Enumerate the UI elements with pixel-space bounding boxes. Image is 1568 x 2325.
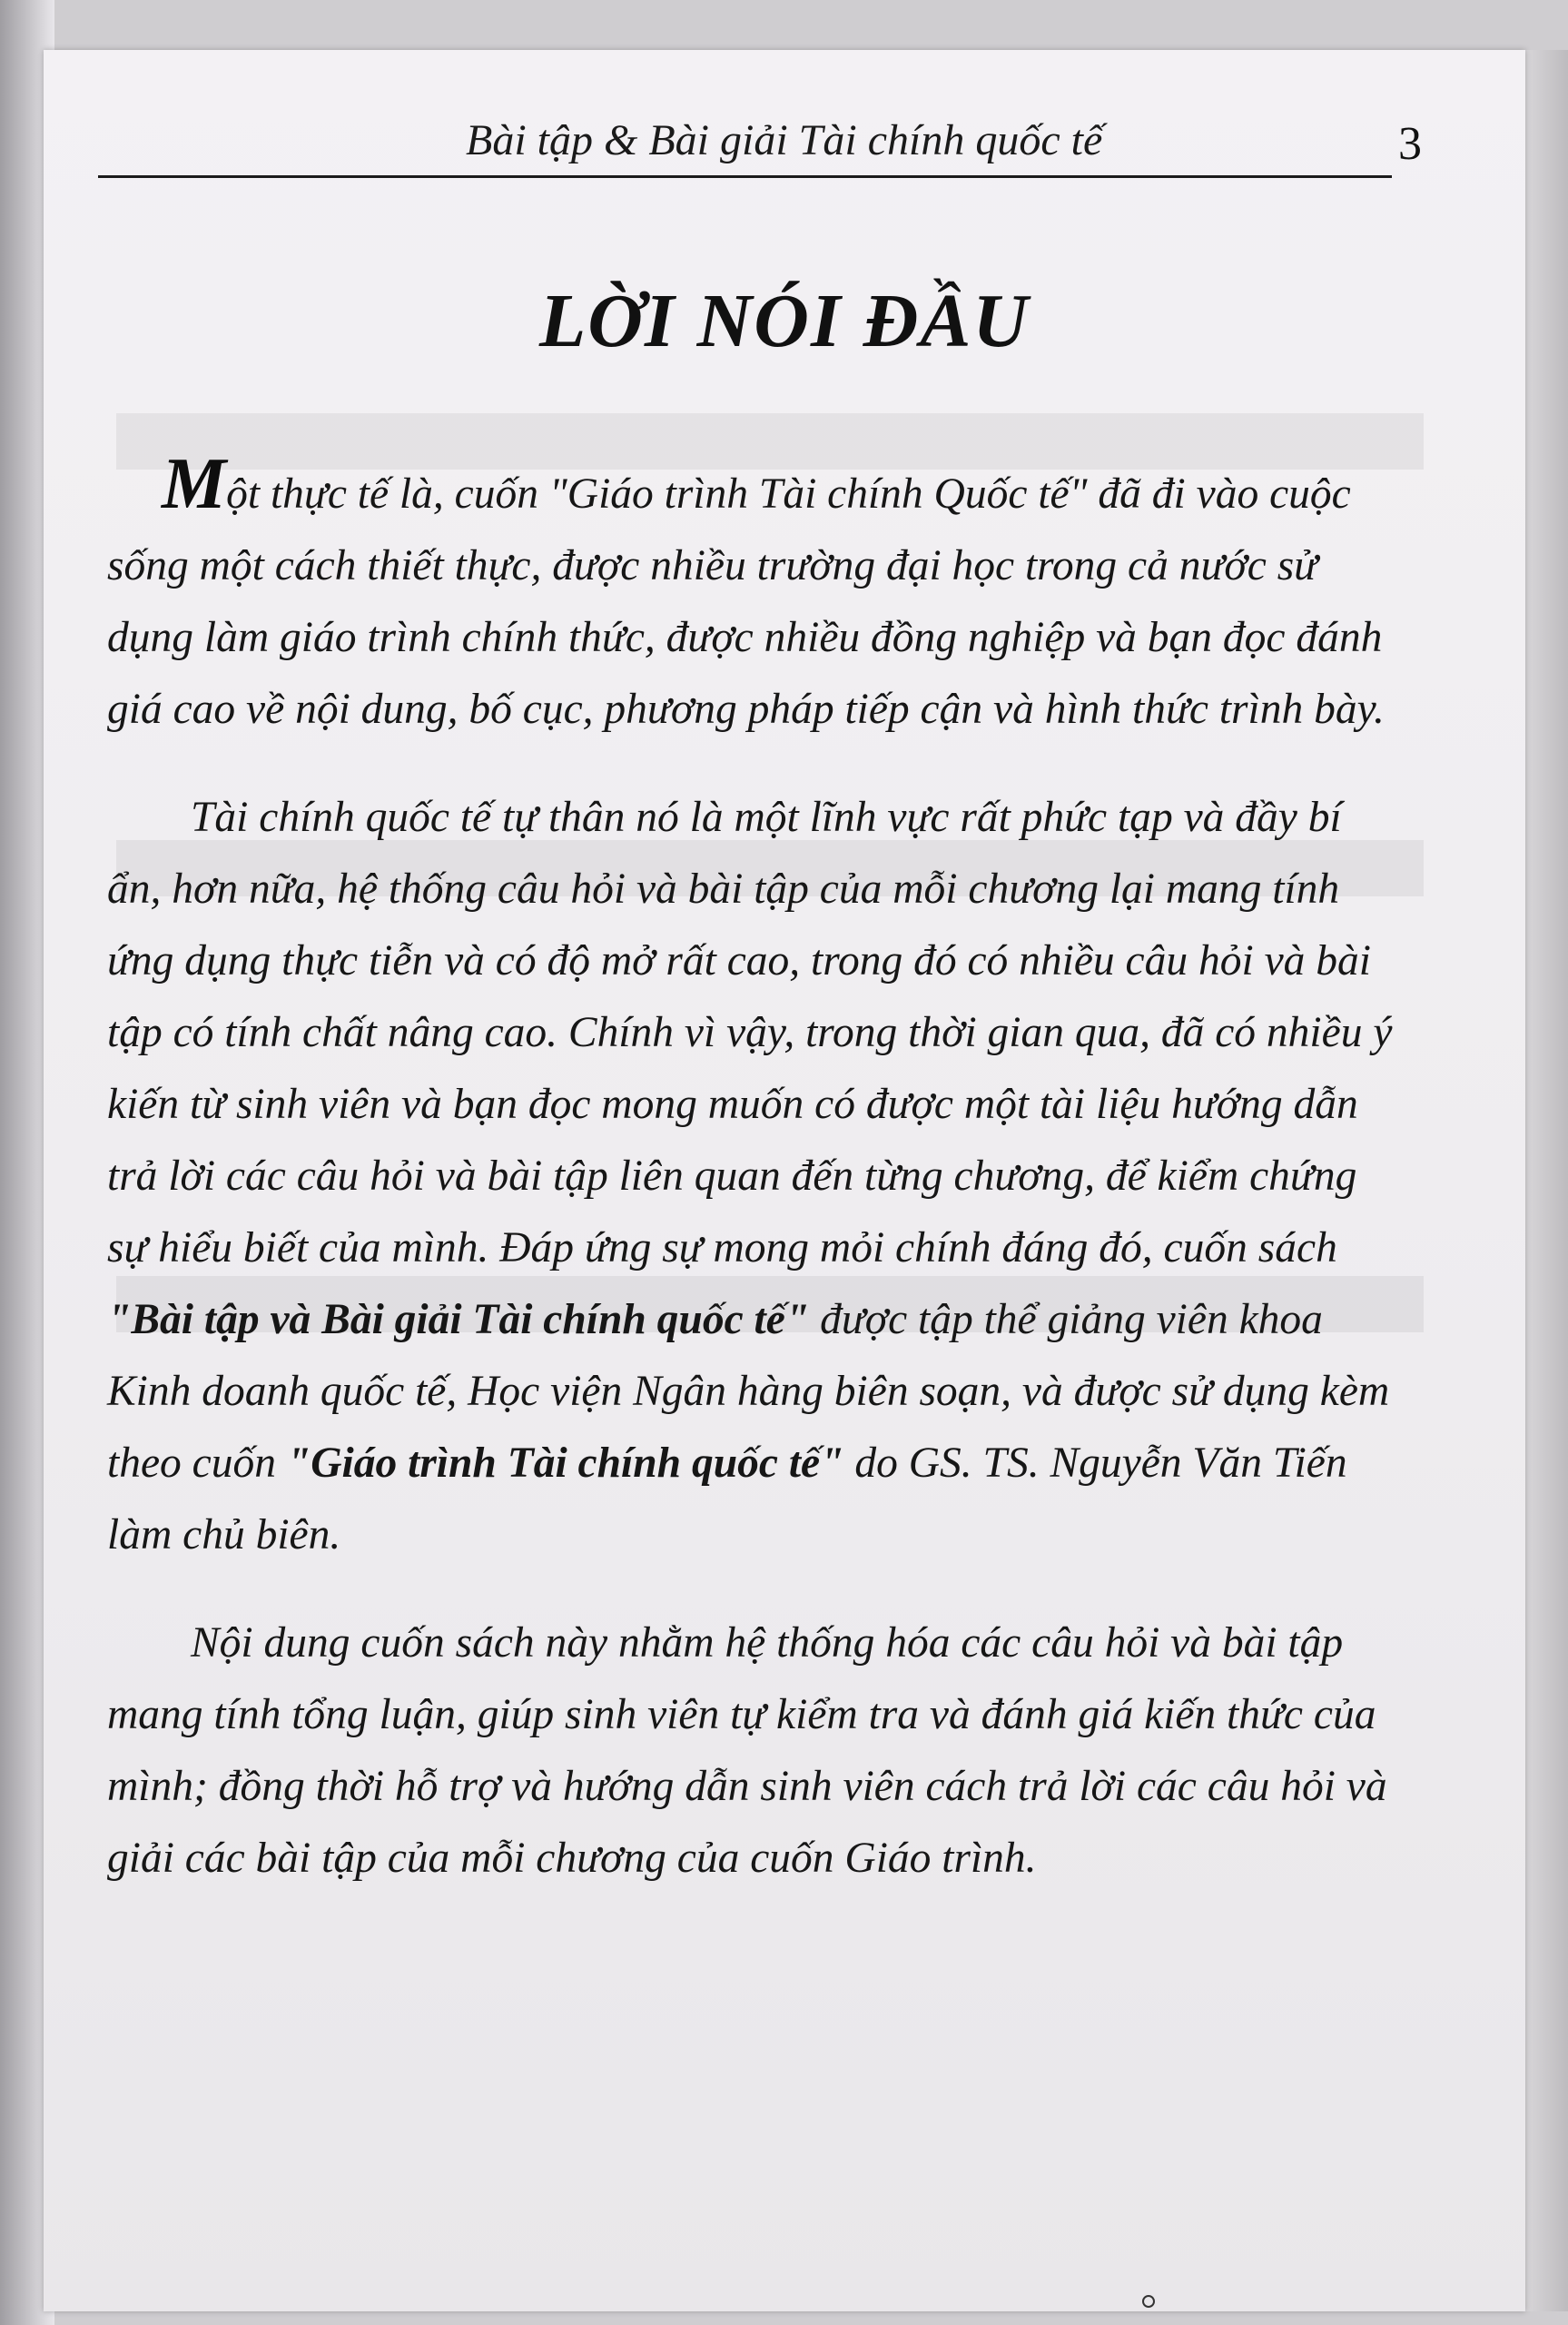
- book-title-exercises: "Bài tập và Bài giải Tài chính quốc tế": [107, 1296, 810, 1343]
- paragraph-2: [107, 782, 1396, 1571]
- running-title: Bài tập & Bài giải Tài chính quốc tế: [466, 116, 1103, 164]
- book-title-textbook: "Giáo trình Tài chính quốc tế": [286, 1440, 844, 1487]
- paragraph-3: [107, 1608, 1396, 1895]
- page-number: 3: [1398, 118, 1422, 170]
- page-edge: [1525, 50, 1568, 2311]
- body-text: [107, 444, 1396, 1931]
- page-title: LỜI NÓI ĐẦU: [538, 279, 1031, 363]
- header-rule: [98, 175, 1392, 178]
- book-page: [44, 50, 1525, 2311]
- paragraph-1-text: ột thực tế là, cuốn "Giáo trình Tài chính Quốc tế" đã đi vào cuộc sống một cách thiết thực, được nhiều trường đại học trong cả nước sử dụng làm giáo trình chính thức, được nhiều đồng nghiệp và bạn đọc đánh giá cao về nội dung, bố cục, phương pháp tiếp cận và hình thức trình bày.: [107, 470, 1385, 733]
- paragraph-2-text-c: do GS. TS. Nguyễn Văn Tiến làm chủ biên.: [107, 1440, 1347, 1558]
- paragraph-1: [107, 444, 1396, 746]
- page-mark: [1142, 2295, 1155, 2308]
- paragraph-2-text-b: được tập thể giảng viên khoa Kinh doanh quốc tế, Học viện Ngân hàng biên soạn, và được sử dụng kèm theo cuốn: [107, 1296, 1390, 1487]
- dropcap: M: [162, 444, 227, 524]
- paragraph-2-text-a: Tài chính quốc tế tự thân nó là một lĩnh vực rất phức tạp và đầy bí ẩn, hơn nữa, hệ thống câu hỏi và bài tập của mỗi chương lại mang tính ứng dụng thực tiễn và có độ mở rất cao, trong đó có nhiều câu hỏi và bài tập có tính chất nâng cao. Chính vì vậy, trong thời gian qua, đã có nhiều ý kiến từ sinh viên và bạn đọc mong muốn có được một tài liệu hướng dẫn trả lời các câu hỏi và bài tập liên quan đến từng chương, để kiểm chứng sự hiểu biết của mình. Đáp ứng sự mong mỏi chính đáng đó, cuốn sách: [107, 794, 1393, 1271]
- paragraph-3-text: Nội dung cuốn sách này nhằm hệ thống hóa các câu hỏi và bài tập mang tính tổng luận, giúp sinh viên tự kiểm tra và đánh giá kiến thức của mình; đồng thời hỗ trợ và hướng dẫn sinh viên cách trả lời các câu hỏi và giải các bài tập của mỗi chương của cuốn Giáo trình.: [107, 1619, 1387, 1882]
